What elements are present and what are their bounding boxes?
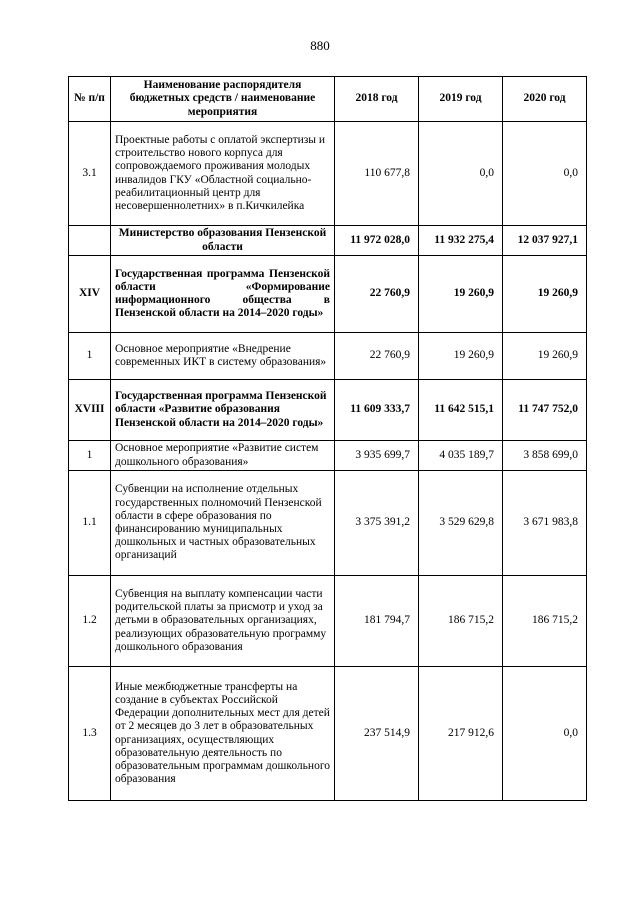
table-row xyxy=(69,576,587,667)
row-num: 1.2 xyxy=(69,576,111,667)
row-num: 1.3 xyxy=(69,667,111,801)
row-name: Государственная программа Пензенской области «Формирование информационного общества в Пензенской области на 2014–2020 годы» xyxy=(111,256,335,333)
row-2019: 19 260,9 xyxy=(419,256,503,333)
row-2020: 11 747 752,0 xyxy=(503,380,587,441)
row-2018: 3 935 699,7 xyxy=(335,441,419,471)
row-name: Государственная программа Пензенской области «Развитие образования Пензенской области на 2014–2020 годы» xyxy=(111,380,335,441)
row-name: Иные межбюджетные трансферты на создание в субъектах Российской Федерации дополнительных мест для детей от 2 месяцев до 3 лет в образовательных организациях, осуществляющих образовательную деятельность по образовательным программам дошкольного образования xyxy=(111,667,335,801)
row-2019: 186 715,2 xyxy=(419,576,503,667)
table-row xyxy=(69,667,587,801)
row-num: XVIII xyxy=(69,380,111,441)
header-num: № п/п xyxy=(69,77,111,122)
row-2019: 4 035 189,7 xyxy=(419,441,503,471)
row-2019: 0,0 xyxy=(419,122,503,226)
table-row xyxy=(69,471,587,576)
row-name: Субвенции на исполнение отдельных государственных полномочий Пензенской области в сфере образования по финансированию муниципальных дошкольных и частных образовательных организаций xyxy=(111,471,335,576)
header-name: Наименование распорядителя бюджетных средств / наименование мероприятия xyxy=(111,77,335,122)
row-2019: 217 912,6 xyxy=(419,667,503,801)
table-row xyxy=(69,256,587,333)
row-2018: 22 760,9 xyxy=(335,333,419,380)
budget-table xyxy=(68,76,587,801)
row-name: Основное мероприятие «Внедрение современных ИКТ в систему образования» xyxy=(111,333,335,380)
row-name: Министерство образования Пензенской области xyxy=(111,226,335,256)
row-2018: 11 609 333,7 xyxy=(335,380,419,441)
row-2020: 19 260,9 xyxy=(503,333,587,380)
header-2019: 2019 год xyxy=(419,77,503,122)
row-name: Основное мероприятие «Развитие систем дошкольного образования» xyxy=(111,441,335,471)
row-2018: 11 972 028,0 xyxy=(335,226,419,256)
row-name: Проектные работы с оплатой экспертизы и строительство нового корпуса для сопровождаемого проживания молодых инвалидов ГКУ «Областной социально-реабилитационный центр для несовершеннолетних» в п.Кичкилейка xyxy=(111,122,335,226)
row-2020: 0,0 xyxy=(503,667,587,801)
row-num: XIV xyxy=(69,256,111,333)
table-row xyxy=(69,441,587,471)
row-name: Субвенция на выплату компенсации части родительской платы за присмотр и уход за детьми в образовательных организациях, реализующих образовательную программу дошкольного образования xyxy=(111,576,335,667)
table-row xyxy=(69,226,587,256)
row-2019: 11 642 515,1 xyxy=(419,380,503,441)
row-2018: 3 375 391,2 xyxy=(335,471,419,576)
header-2020: 2020 год xyxy=(503,77,587,122)
row-2018: 110 677,8 xyxy=(335,122,419,226)
row-2019: 11 932 275,4 xyxy=(419,226,503,256)
table-row xyxy=(69,122,587,226)
row-2020: 0,0 xyxy=(503,122,587,226)
row-2019: 3 529 629,8 xyxy=(419,471,503,576)
page-number: 880 xyxy=(310,38,330,53)
row-2018: 181 794,7 xyxy=(335,576,419,667)
row-num: 1.1 xyxy=(69,471,111,576)
row-2020: 186 715,2 xyxy=(503,576,587,667)
row-2020: 3 671 983,8 xyxy=(503,471,587,576)
row-2018: 22 760,9 xyxy=(335,256,419,333)
row-num: 3.1 xyxy=(69,122,111,226)
table-row xyxy=(69,333,587,380)
row-2020: 3 858 699,0 xyxy=(503,441,587,471)
row-2020: 19 260,9 xyxy=(503,256,587,333)
table-row xyxy=(69,380,587,441)
header-2018: 2018 год xyxy=(335,77,419,122)
row-2018: 237 514,9 xyxy=(335,667,419,801)
row-num: 1 xyxy=(69,333,111,380)
row-2020: 12 037 927,1 xyxy=(503,226,587,256)
row-2019: 19 260,9 xyxy=(419,333,503,380)
row-num: 1 xyxy=(69,441,111,471)
row-num xyxy=(69,226,111,256)
